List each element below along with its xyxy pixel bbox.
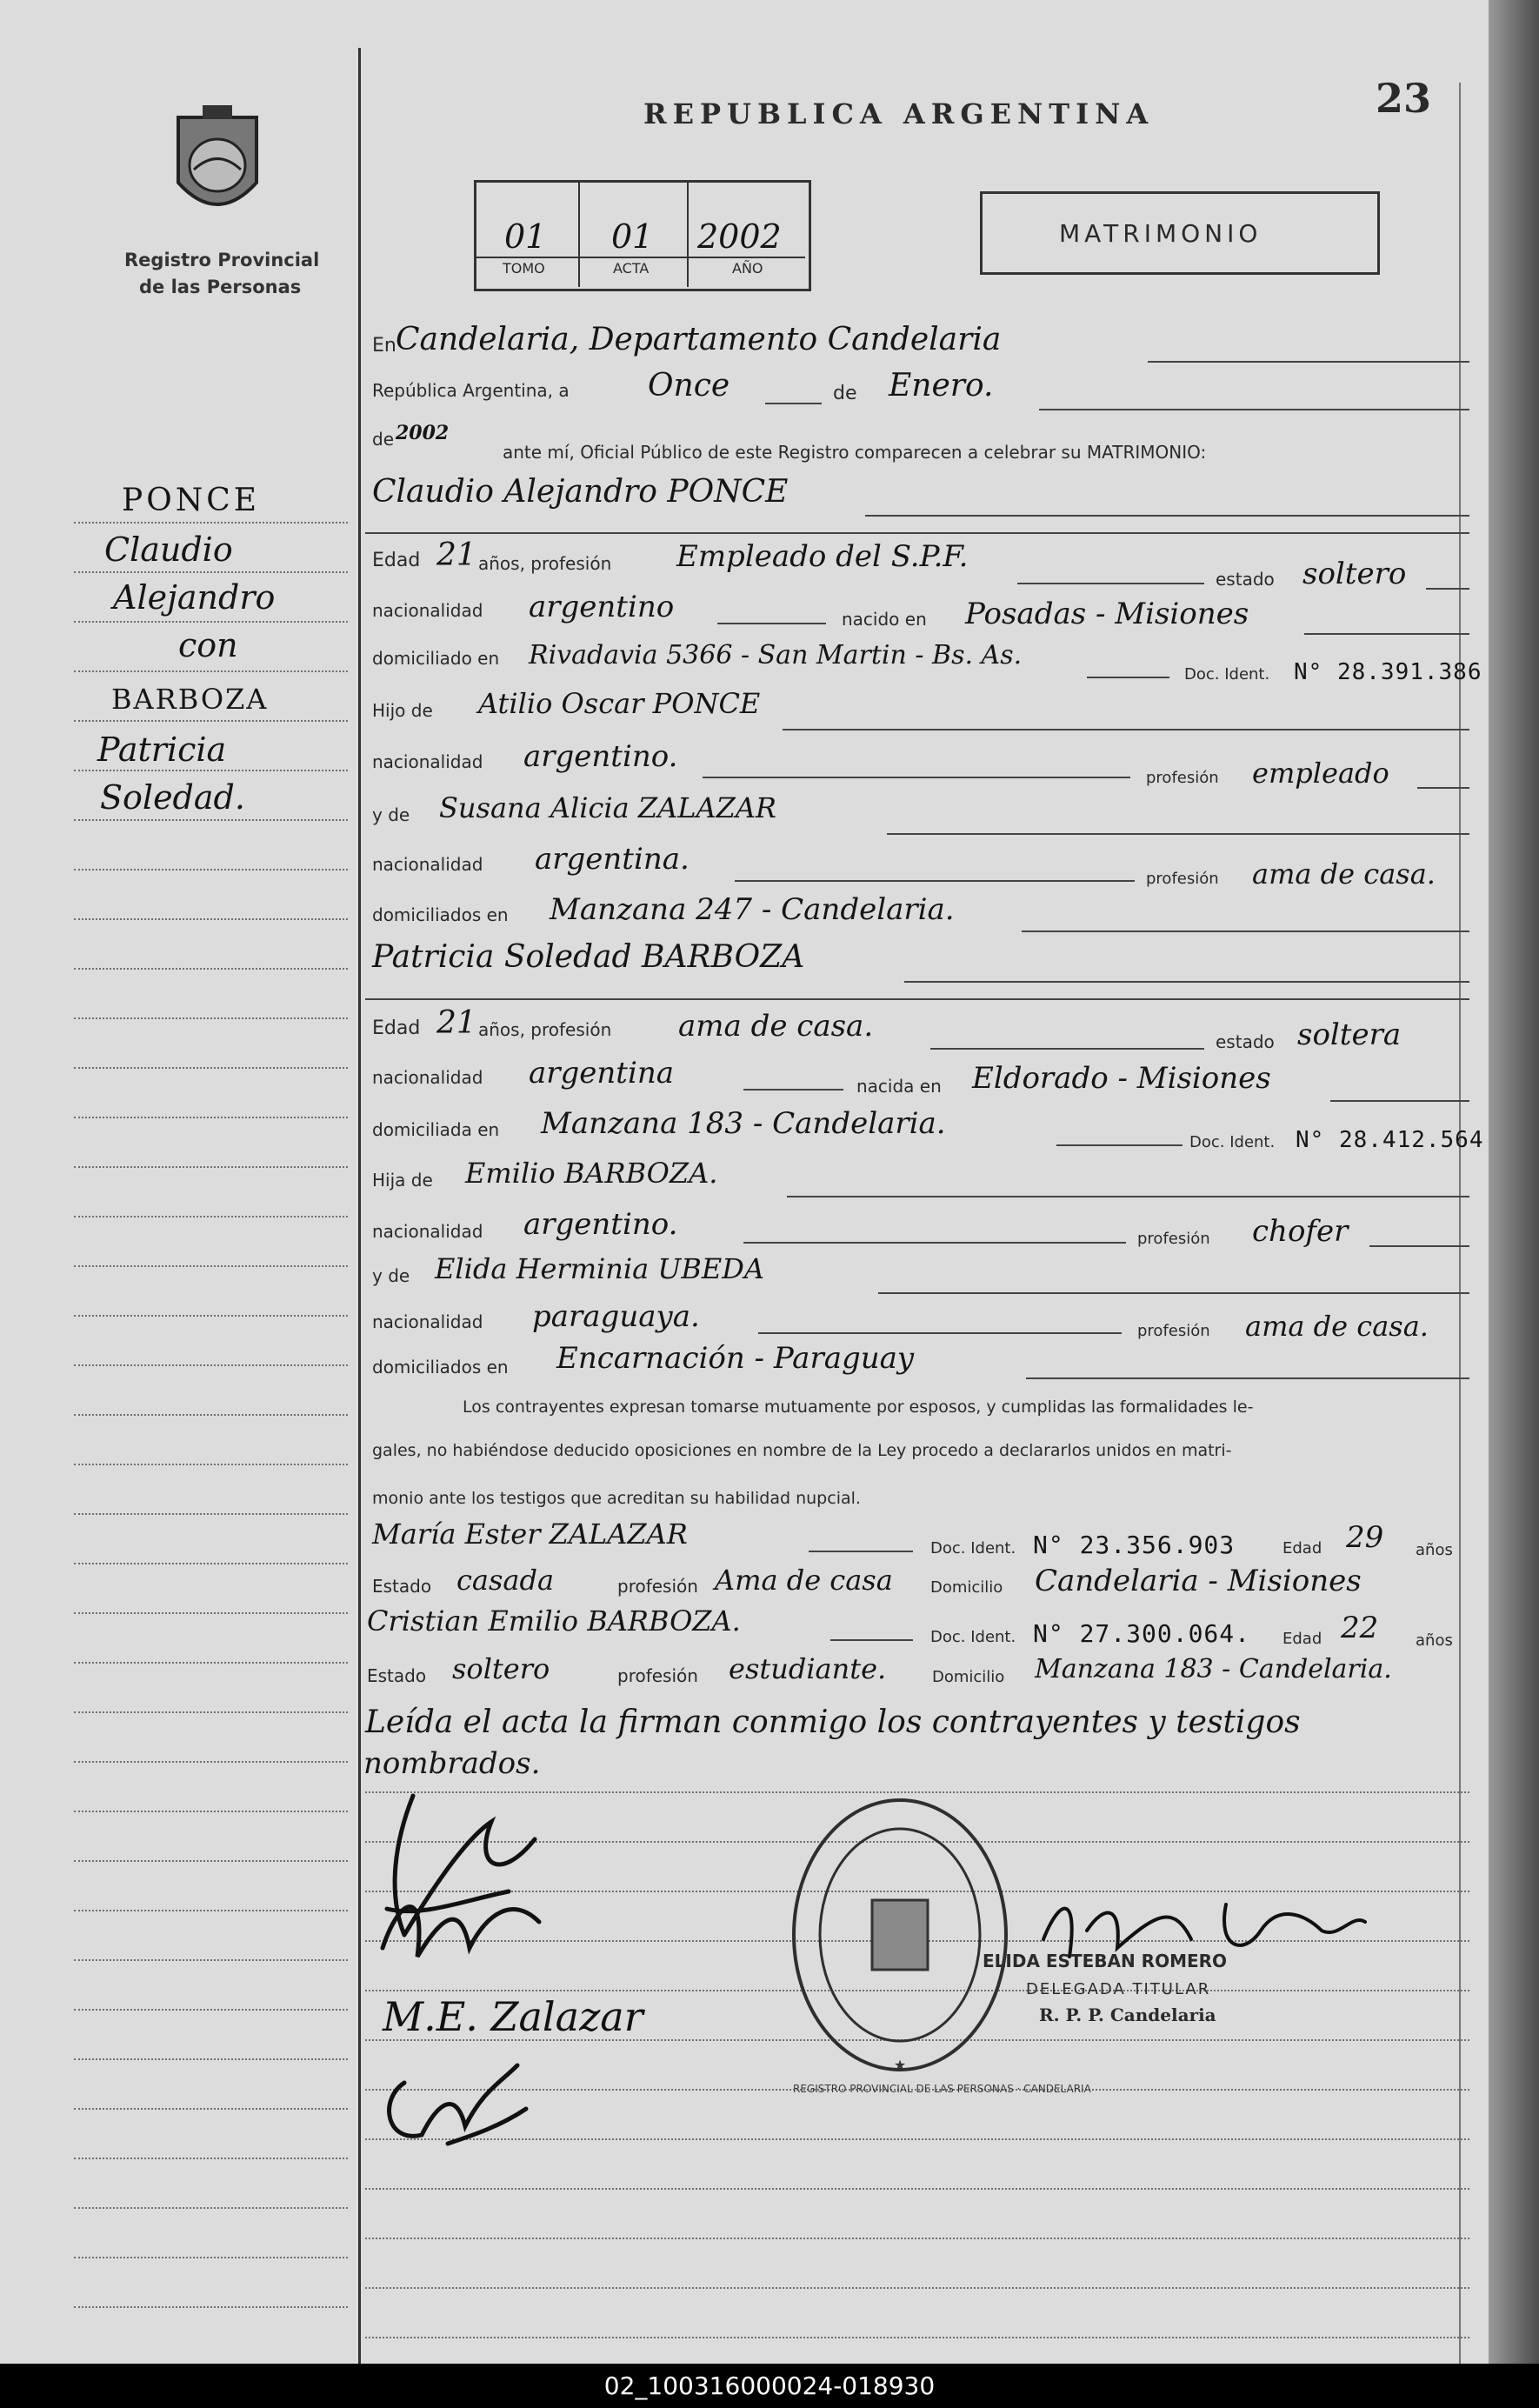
acta-label: ACTA (613, 260, 650, 277)
margin-rule (74, 2108, 348, 2110)
registry-name-line1: Registro Provincial (124, 250, 320, 270)
fill-line (1056, 1144, 1183, 1146)
margin-rule (74, 670, 348, 672)
svg-text:★: ★ (893, 2057, 907, 2073)
groom-father-profession: empleado (1252, 757, 1389, 790)
official-name: ELIDA ESTEBAN ROMERO (983, 1951, 1228, 1971)
label-domicilio: Domicilio (932, 1668, 1005, 1686)
witness2-address: Manzana 183 - Candelaria. (1035, 1654, 1392, 1684)
groom-nationality: argentino (529, 590, 675, 624)
margin-rule (74, 1017, 348, 1019)
official-office: R. P. P. Candelaria (1039, 2004, 1216, 2025)
label-republica: República Argentina, a (372, 380, 570, 401)
acta-box-divider (687, 183, 689, 287)
margin-rule (74, 1811, 348, 1812)
label-profesion: profesión (1146, 769, 1219, 787)
fill-line (783, 729, 1469, 730)
page-number: 23 (1376, 75, 1432, 122)
declaration-line1: Los contrayentes expresan tomarse mutuamente por esposos, y cumplidas las formalidades le- (463, 1397, 1254, 1417)
label-de: de (833, 383, 857, 404)
margin-divider (358, 48, 361, 2364)
bride-signature (365, 1861, 556, 1991)
margin-rule (74, 2058, 348, 2060)
margin-line: con (178, 626, 238, 664)
margin-rule (74, 918, 348, 920)
label-hija-de: Hija de (372, 1170, 433, 1191)
bride-mother-nationality: paraguaya. (532, 1299, 700, 1334)
label-nacido-en: nacido en (842, 609, 927, 630)
acta-value: 01 (611, 217, 654, 256)
margin-line: Patricia (97, 730, 227, 769)
label-estado: estado (1216, 1031, 1275, 1052)
label-anos: años (1416, 1541, 1453, 1559)
fill-line (830, 1639, 913, 1641)
tomo-label: TOMO (503, 260, 545, 277)
groom-parents-address: Manzana 247 - Candelaria. (550, 892, 955, 927)
fill-line (743, 1242, 1126, 1244)
witness1-status: casada (456, 1564, 555, 1597)
label-ante-mi: ante mí, Oficial Público de este Registro comparecen a celebrar su MATRIMONIO: (503, 442, 1207, 463)
witness2-status: soltero (452, 1652, 550, 1685)
margin-rule (74, 1464, 348, 1465)
seal-logo (161, 100, 274, 230)
witness1-profession: Ama de casa (715, 1564, 893, 1597)
witness2-signature (370, 2048, 543, 2161)
bride-mother-profession: ama de casa. (1245, 1310, 1429, 1343)
groom-status: soltero (1302, 557, 1407, 591)
right-rule (1459, 83, 1461, 2364)
margin-rule (74, 1910, 348, 1911)
label-nacionalidad: nacionalidad (372, 600, 483, 621)
fill-line (735, 880, 1135, 882)
fill-line (1026, 1377, 1469, 1379)
acta-box-divider (578, 183, 580, 287)
groom-mother-nationality: argentina. (535, 842, 690, 877)
bride-profession: ama de casa. (678, 1009, 874, 1044)
witness2-age: 22 (1341, 1611, 1379, 1645)
witness1-name: María Ester ZALAZAR (372, 1518, 688, 1551)
fill-line (1426, 588, 1469, 590)
label-hijo-de: Hijo de (372, 700, 433, 721)
bride-nationality: argentina (529, 1056, 675, 1091)
fill-line (1087, 677, 1169, 678)
margin-rule (74, 1959, 348, 1961)
fill-line (1369, 1245, 1469, 1247)
bride-doc: N° 28.412.564 (1296, 1127, 1484, 1153)
label-domiciliada-en: domiciliada en (372, 1119, 500, 1140)
bride-address: Manzana 183 - Candelaria. (541, 1106, 946, 1141)
witness2-doc: N° 27.300.064. (1033, 1619, 1251, 1648)
margin-rule (74, 2158, 348, 2159)
label-estado: Estado (372, 1576, 432, 1597)
label-y-de: y de (372, 804, 410, 825)
margin-rule (74, 1265, 348, 1267)
label-doc-ident: Doc. Ident. (930, 1628, 1016, 1646)
margin-rule (74, 571, 348, 573)
label-anos-profesion: años, profesión (478, 1019, 612, 1040)
label-edad: Edad (1282, 1630, 1322, 1648)
section-rule (365, 998, 1469, 1000)
label-doc-ident: Doc. Ident. (1184, 665, 1270, 684)
margin-rule (74, 1860, 348, 1862)
margin-rule (74, 1315, 348, 1317)
margin-rule (74, 770, 348, 771)
label-domiciliados-en: domiciliados en (372, 904, 509, 925)
margin-rule (74, 522, 348, 524)
witness1-address: Candelaria - Misiones (1035, 1564, 1362, 1598)
fill-line (787, 1196, 1469, 1197)
fill-line (878, 1292, 1469, 1294)
label-domiciliados-en: domiciliados en (372, 1357, 509, 1377)
registry-name-line2: de las Personas (139, 277, 302, 297)
body-rule (365, 2287, 1469, 2289)
fill-line (887, 833, 1469, 835)
label-nacionalidad: nacionalidad (372, 1221, 483, 1242)
fill-line (1330, 1100, 1469, 1102)
acta-box-rule (476, 257, 805, 258)
margin-rule (74, 869, 348, 870)
body-rule (365, 2238, 1469, 2239)
bride-status: soltera (1297, 1017, 1402, 1052)
bride-age: 21 (436, 1005, 476, 1041)
declaration-line2: gales, no habiéndose deducido oposiciones en nombre de la Ley procedo a declararlos unidos en matri- (372, 1441, 1232, 1460)
fill-line (904, 981, 1469, 983)
country-title: REPUBLICA ARGENTINA (643, 97, 1155, 130)
bride-mother: Elida Herminia UBEDA (435, 1252, 764, 1285)
act-month: Enero. (889, 368, 994, 404)
label-anos-profesion: años, profesión (478, 553, 612, 574)
margin-rule (74, 1117, 348, 1118)
act-year: 2002 (396, 422, 450, 444)
label-profesion: profesión (1137, 1322, 1210, 1340)
label-profesion: profesión (1146, 870, 1219, 888)
label-profesion: profesión (617, 1576, 698, 1597)
margin-line: Claudio (104, 530, 233, 569)
margin-line: Soledad. (100, 778, 245, 817)
fill-line (1417, 787, 1469, 789)
groom-doc: N° 28.391.386 (1294, 659, 1482, 685)
groom-birthplace: Posadas - Misiones (965, 597, 1249, 631)
closing-line1: Leída el acta la firman conmigo los contrayentes y testigos (365, 1704, 1301, 1740)
label-estado: estado (1216, 569, 1275, 590)
margin-rule (74, 1166, 348, 1168)
margin-rule (74, 2009, 348, 2011)
label-en: En (372, 335, 396, 357)
fill-line (865, 515, 1469, 517)
label-nacionalidad: nacionalidad (372, 1067, 483, 1088)
groom-name: Claudio Alejandro PONCE (372, 474, 789, 510)
act-day: Once (648, 368, 730, 404)
act-place: Candelaria, Departamento Candelaria (396, 322, 1002, 357)
bride-father-nationality: argentino. (523, 1207, 678, 1242)
groom-mother-profession: ama de casa. (1252, 857, 1436, 890)
body-rule (365, 2188, 1469, 2190)
fill-line (758, 1332, 1122, 1334)
bride-parents-address: Encarnación - Paraguay (556, 1341, 915, 1376)
fill-line (1304, 633, 1469, 635)
section-rule (365, 532, 1469, 534)
margin-rule (74, 1563, 348, 1564)
margin-rule (74, 2306, 348, 2308)
margin-rule (74, 1216, 348, 1217)
bride-birthplace: Eldorado - Misiones (972, 1061, 1271, 1096)
margin-rule (74, 2257, 348, 2258)
margin-surname: BARBOZA (111, 683, 269, 716)
fill-line (930, 1048, 1204, 1050)
margin-rule (74, 1513, 348, 1515)
label-edad: Edad (372, 1017, 421, 1039)
declaration-line3: monio ante los testigos que acreditan su habilidad nupcial. (372, 1489, 861, 1508)
official-stamp (787, 1791, 1013, 2078)
groom-age: 21 (436, 537, 476, 573)
fill-line (765, 403, 822, 404)
body-rule (365, 2337, 1469, 2338)
closing-line2: nombrados. (363, 1746, 541, 1781)
fill-line (703, 777, 1130, 778)
witness2-name: Cristian Emilio BARBOZA. (367, 1604, 741, 1638)
label-edad: Edad (372, 550, 421, 571)
label-nacionalidad: nacionalidad (372, 751, 483, 772)
margin-rule (74, 1662, 348, 1664)
margin-rule (74, 819, 348, 821)
witness1-doc: N° 23.356.903 (1033, 1531, 1236, 1559)
label-nacida-en: nacida en (856, 1076, 942, 1097)
groom-father: Atilio Oscar PONCE (478, 687, 761, 720)
margin-rule (74, 720, 348, 722)
label-nacionalidad: nacionalidad (372, 1311, 483, 1332)
doc-type: MATRIMONIO (1059, 219, 1263, 248)
fill-line (1017, 583, 1204, 584)
ano-label: AÑO (732, 260, 763, 277)
margin-rule (74, 1761, 348, 1763)
scan-edge (1489, 0, 1539, 2364)
fill-line (1148, 361, 1469, 363)
witness1-signature: M.E. Zalazar (383, 1993, 643, 2040)
label-nacionalidad: nacionalidad (372, 854, 483, 875)
ano-value: 2002 (697, 217, 782, 256)
label-estado: Estado (367, 1665, 427, 1686)
margin-surname: PONCE (122, 483, 261, 518)
margin-rule (74, 1414, 348, 1416)
label-domiciliado-en: domiciliado en (372, 648, 500, 669)
witness2-profession: estudiante. (729, 1652, 887, 1685)
margin-rule (74, 1612, 348, 1614)
fill-line (743, 1089, 843, 1091)
tomo-value: 01 (504, 217, 547, 256)
margin-rule (74, 1067, 348, 1069)
bride-father: Emilio BARBOZA. (465, 1157, 718, 1190)
fill-line (1039, 409, 1469, 410)
groom-father-nationality: argentino. (523, 739, 678, 774)
label-anos: años (1416, 1631, 1453, 1650)
witness1-age: 29 (1346, 1520, 1384, 1555)
label-doc-ident: Doc. Ident. (930, 1539, 1016, 1558)
bride-father-profession: chofer (1252, 1214, 1349, 1249)
label-profesion: profesión (617, 1665, 698, 1686)
fill-line (809, 1551, 913, 1552)
fill-line (717, 623, 826, 624)
label-domicilio: Domicilio (930, 1578, 1003, 1597)
margin-rule (74, 621, 348, 623)
label-profesion: profesión (1137, 1230, 1210, 1248)
margin-rule (74, 968, 348, 970)
margin-rule (74, 2207, 348, 2209)
stamp-text: REGISTRO PROVINCIAL DE LAS PERSONAS · CANDELARIA (793, 2083, 1091, 2095)
fill-line (1022, 931, 1469, 932)
margin-rule (74, 1364, 348, 1366)
label-y-de: y de (372, 1265, 410, 1286)
groom-profession: Empleado del S.P.F. (676, 539, 969, 574)
bride-name: Patricia Soledad BARBOZA (372, 939, 805, 975)
label-edad: Edad (1282, 1539, 1322, 1558)
groom-address: Rivadavia 5366 - San Martin - Bs. As. (529, 640, 1023, 670)
margin-rule (74, 1711, 348, 1713)
margin-line: Alejandro (113, 578, 276, 617)
label-de: de (372, 429, 394, 450)
groom-mother: Susana Alicia ZALAZAR (439, 791, 777, 824)
label-doc-ident: Doc. Ident. (1189, 1133, 1276, 1151)
official-role: DELEGADA TITULAR (1026, 1980, 1211, 1998)
footer-code: 02_100316000024-018930 (0, 2364, 1539, 2408)
